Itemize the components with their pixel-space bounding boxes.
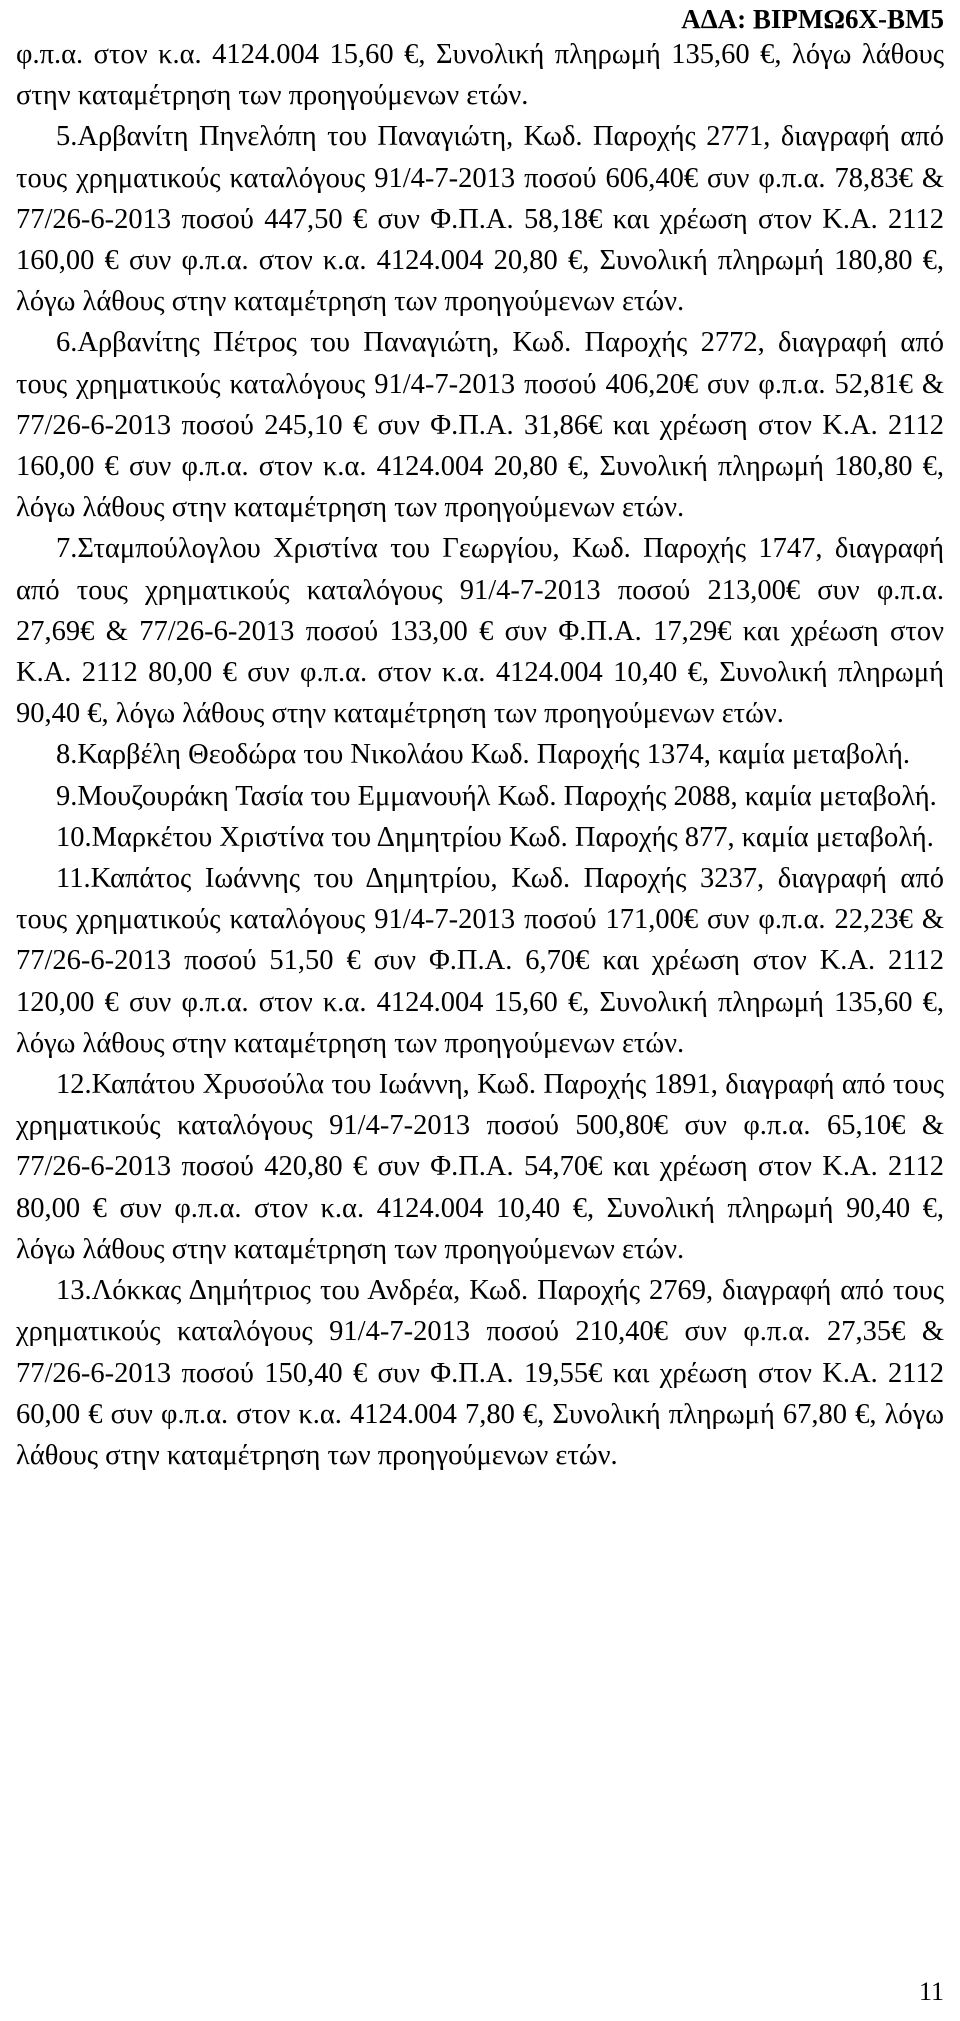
paragraph-item-5: 5.Αρβανίτη Πηνελόπη του Παναγιώτη, Κωδ. Παροχής 2771, διαγραφή από τους χρηματικούς καταλόγους 91/4-7-2013 ποσού 606,40€ συν φ.π.α. 78,83€ & 77/26-6-2013 ποσού 447,50 € συν Φ.Π.Α. 58,18€ και χρέωση στον Κ.Α. 2112 160,00 € συν φ.π.α. στον κ.α. 4124.004 20,80 €, Συνολική πληρωμή 180,80 €, λόγω λάθους στην καταμέτρηση των προηγούμενων ετών. [16,121,944,318]
paragraph-continued: φ.π.α. στον κ.α. 4124.004 15,60 €, Συνολική πληρωμή 135,60 €, λόγω λάθους στην καταμέτρηση των προηγούμενων ετών. [16,39,944,112]
paragraph-item-6: 6.Αρβανίτης Πέτρος του Παναγιώτη, Κωδ. Παροχής 2772, διαγραφή από τους χρηματικούς καταλόγους 91/4-7-2013 ποσού 406,20€ συν φ.π.α. 52,81€ & 77/26-6-2013 ποσού 245,10 € συν Φ.Π.Α. 31,86€ και χρέωση στον Κ.Α. 2112 160,00 € συν φ.π.α. στον κ.α. 4124.004 20,80 €, Συνολική πληρωμή 180,80 €, λόγω λάθους στην καταμέτρηση των προηγούμενων ετών. [16,327,944,524]
paragraph-item-11: 11.Καπάτος Ιωάννης του Δημητρίου, Κωδ. Παροχής 3237, διαγραφή από τους χρηματικούς καταλόγους 91/4-7-2013 ποσού 171,00€ συν φ.π.α. 22,23€ & 77/26-6-2013 ποσού 51,50 € συν Φ.Π.Α. 6,70€ και χρέωση στον Κ.Α. 2112 120,00 € συν φ.π.α. στον κ.α. 4124.004 15,60 €, Συνολική πληρωμή 135,60 €, λόγω λάθους στην καταμέτρηση των προηγούμενων ετών. [16,863,944,1059]
page-number: 11 [918,1977,944,2006]
document-body [16,34,944,1476]
ada-identifier: ΑΔΑ: ΒΙΡΜΩ6Χ-ΒΜ5 [681,4,944,34]
paragraph-item-7: 7.Σταμπούλογλου Χριστίνα του Γεωργίου, Κωδ. Παροχής 1747, διαγραφή από τους χρηματικούς καταλόγους 91/4-7-2013 ποσού 213,00€ συν φ.π.α. 27,69€ & 77/26-6-2013 ποσού 133,00 € συν Φ.Π.Α. 17,29€ και χρέωση στον Κ.Α. 2112 80,00 € συν φ.π.α. στον κ.α. 4124.004 10,40 €, Συνολική πληρωμή 90,40 €, λόγω λάθους στην καταμέτρηση των προηγούμενων ετών. [16,533,944,730]
paragraph-item-8: 8.Καρβέλη Θεοδώρα του Νικολάου Κωδ. Παροχής 1374, καμία μεταβολή. [56,739,910,771]
paragraph-item-10: 10.Μαρκέτου Χριστίνα του Δημητρίου Κωδ. Παροχής 877, καμία μεταβολή. [56,821,934,853]
paragraph-item-9: 9.Μουζουράκη Τασία του Εμμανουήλ Κωδ. Παροχής 2088, καμία μεταβολή. [56,780,937,812]
paragraph-item-13: 13.Λόκκας Δημήτριος του Ανδρέα, Κωδ. Παροχής 2769, διαγραφή από τους χρηματικούς καταλόγους 91/4-7-2013 ποσού 210,40€ συν φ.π.α. 27,35€ & 77/26-6-2013 ποσού 150,40 € συν Φ.Π.Α. 19,55€ και χρέωση στον Κ.Α. 2112 60,00 € συν φ.π.α. στον κ.α. 4124.004 7,80 €, Συνολική πληρωμή 67,80 €, λόγω λάθους στην καταμέτρηση των προηγούμενων ετών. [16,1275,944,1471]
paragraph-item-12: 12.Καπάτου Χρυσούλα του Ιωάννη, Κωδ. Παροχής 1891, διαγραφή από τους χρηματικούς καταλόγους 91/4-7-2013 ποσού 500,80€ συν φ.π.α. 65,10€ & 77/26-6-2013 ποσού 420,80 € συν Φ.Π.Α. 54,70€ και χρέωση στον Κ.Α. 2112 80,00 € συν φ.π.α. στον κ.α. 4124.004 10,40 €, Συνολική πληρωμή 90,40 €, λόγω λάθους στην καταμέτρηση των προηγούμενων ετών. [16,1069,944,1265]
